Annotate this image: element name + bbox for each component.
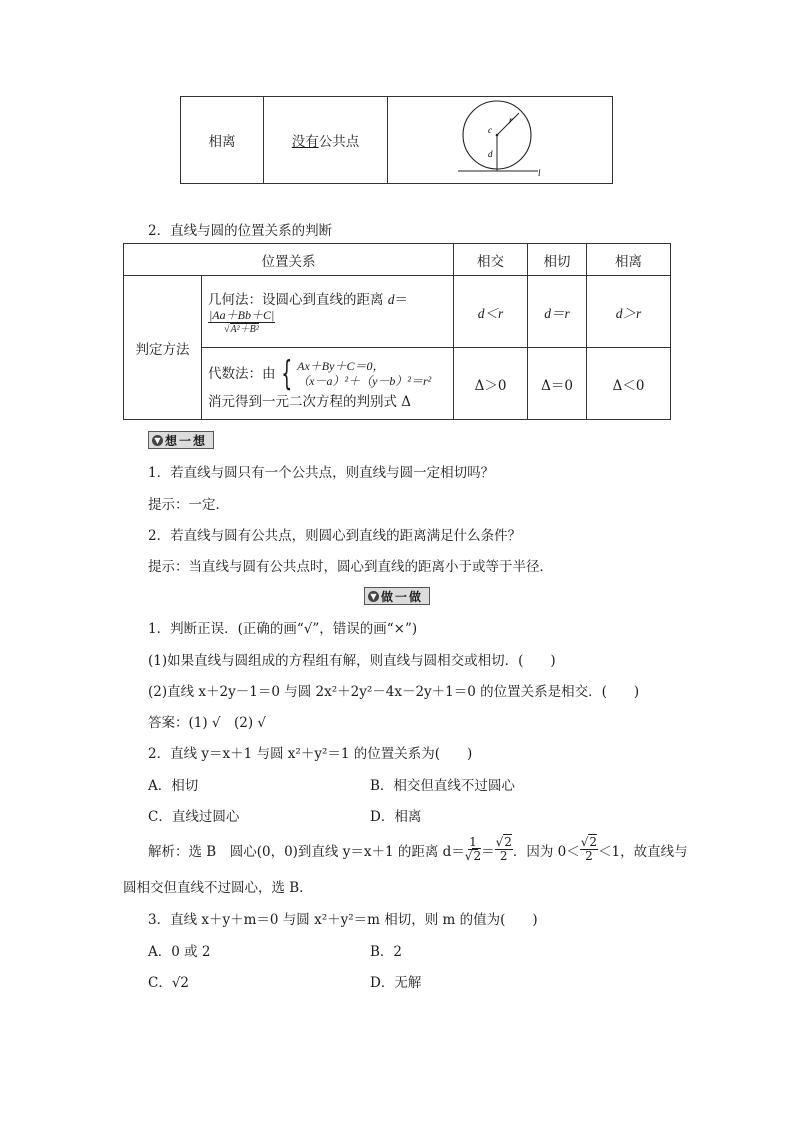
method-cell: 判定方法	[124, 276, 202, 420]
section-heading: 2．直线与圆的位置关系的判断	[148, 223, 333, 239]
exercise-2-option-c: C．直线过圆心	[148, 809, 240, 825]
answer-1: 提示：一定．	[148, 497, 229, 513]
left-brace: {	[280, 354, 292, 394]
formula-denominator: A²＋B²	[230, 324, 259, 335]
header-tangent: 相切	[528, 244, 587, 276]
distance-formula: $\frac{|Aa+Bb+C|}{\text{√A²＋B²}}$	[209, 308, 275, 335]
alg-tangent: Δ＝0	[528, 348, 587, 420]
fraction-1-over-root2: $\frac{1}{√2}$	[464, 835, 482, 863]
exercise-1-2: (2)直线 x＋2y－1＝0 与圆 2x²＋2y²－4x－2y＋1＝0 的位置关系是相交．( )	[148, 684, 640, 700]
exercise-1: 1．判断正误．(正确的画“√”，错误的画“×”)	[148, 621, 418, 637]
header-intersect: 相交	[454, 244, 528, 276]
do-tag-label: 做一做	[381, 589, 424, 604]
underlined-word: 没有	[291, 134, 319, 150]
answer-2: 提示：当直线与圆有公共点时，圆心到直线的距离小于或等于半径．	[148, 559, 553, 575]
solution-part-2: ．因为 0＜	[512, 843, 580, 860]
exercise-3-option-d: D．无解	[370, 975, 422, 991]
line-label: l	[538, 168, 541, 178]
separation-table	[180, 96, 613, 184]
exercise-3-option-b: B．2	[370, 944, 403, 960]
exercise-2-solution: 解析：选 B 圆心(0，0)到直线 y＝x＋1 的距离 d＝ $\frac{1}{√2}$ ＝ $\frac{√2}{2}$ ．因为 0＜ $\frac{√2}{2}$ ＜1，故直线与	[148, 835, 688, 863]
question-2: 2．若直线与圆有公共点，则圆心到直线的距离满足什么条件？	[148, 528, 522, 544]
fraction-root2-over-2: $\frac{√2}{2}$	[495, 835, 512, 863]
common-points-text: 公共点	[318, 134, 360, 150]
do-tag	[364, 587, 430, 605]
header-relation: 位置关系	[124, 244, 454, 276]
geometric-d: d	[387, 292, 395, 307]
think-tag	[148, 431, 214, 449]
solution-continued: 圆相交但直线不过圆心，选 B．	[123, 880, 313, 896]
exercise-1-answer: 答案：(1) √ (2) √	[148, 715, 267, 731]
geometric-text: 几何法：设圆心到直线的距离	[208, 292, 388, 308]
criteria-table	[123, 243, 671, 420]
exercise-3-option-c: C．√2	[148, 975, 190, 991]
radius-label: r	[509, 115, 513, 125]
alg-separate: Δ＜0	[587, 348, 671, 420]
geo-intersect: d＜r	[454, 276, 528, 348]
exercise-3: 3．直线 x＋y＋m＝0 与圆 x²＋y²＝m 相切，则 m 的值为( )	[148, 912, 538, 928]
think-tag-label: 想一想	[165, 433, 208, 448]
common-points-cell	[264, 97, 388, 184]
relation-cell: 相离	[181, 97, 264, 184]
chevron-icon: ▼	[152, 435, 163, 446]
chevron-icon: ▼	[368, 591, 379, 602]
algebraic-suffix: 消元得到一元二次方程的判别式 Δ	[208, 394, 412, 410]
distance-label: d	[488, 149, 493, 159]
system-eq1: Ax＋By＋C＝0，	[297, 359, 385, 373]
header-separate: 相离	[587, 244, 671, 276]
alg-intersect: Δ＞0	[454, 348, 528, 420]
figure-cell	[388, 97, 613, 184]
geometric-method-cell	[202, 276, 454, 348]
exercise-2-option-a: A．相切	[148, 778, 199, 794]
fraction-root2-over-2-b: $\frac{√2}{2}$	[580, 835, 598, 863]
exercise-2: 2．直线 y＝x＋1 与圆 x²＋y²＝1 的位置关系为( )	[148, 746, 473, 762]
system-eq2: （x－a）²＋（y－b）²＝r²	[297, 374, 432, 388]
question-1: 1．若直线与圆只有一个公共点，则直线与圆一定相切吗？	[148, 465, 495, 481]
formula-numerator: |Aa＋Bb＋C|	[209, 308, 275, 322]
exercise-2-option-b: B．相交但直线不过圆心	[370, 778, 515, 794]
solution-part-3: ＜1，故直线与	[598, 843, 688, 860]
geo-tangent: d＝r	[528, 276, 587, 348]
algebraic-text: 代数法：由	[208, 366, 276, 382]
exercise-2-option-d: D．相离	[370, 809, 422, 825]
circle-line-figure	[388, 97, 612, 179]
solution-part-1: 解析：选 B 圆心(0，0)到直线 y＝x＋1 的距离 d＝	[148, 843, 465, 860]
geometric-equals: ＝	[394, 292, 409, 308]
exercise-3-option-a: A．0 或 2	[148, 944, 211, 960]
geo-separate: d＞r	[587, 276, 671, 348]
algebraic-method-cell	[202, 348, 454, 420]
center-label: c	[488, 125, 492, 135]
exercise-1-1: (1)如果直线与圆组成的方程组有解，则直线与圆相交或相切．( )	[148, 653, 556, 669]
